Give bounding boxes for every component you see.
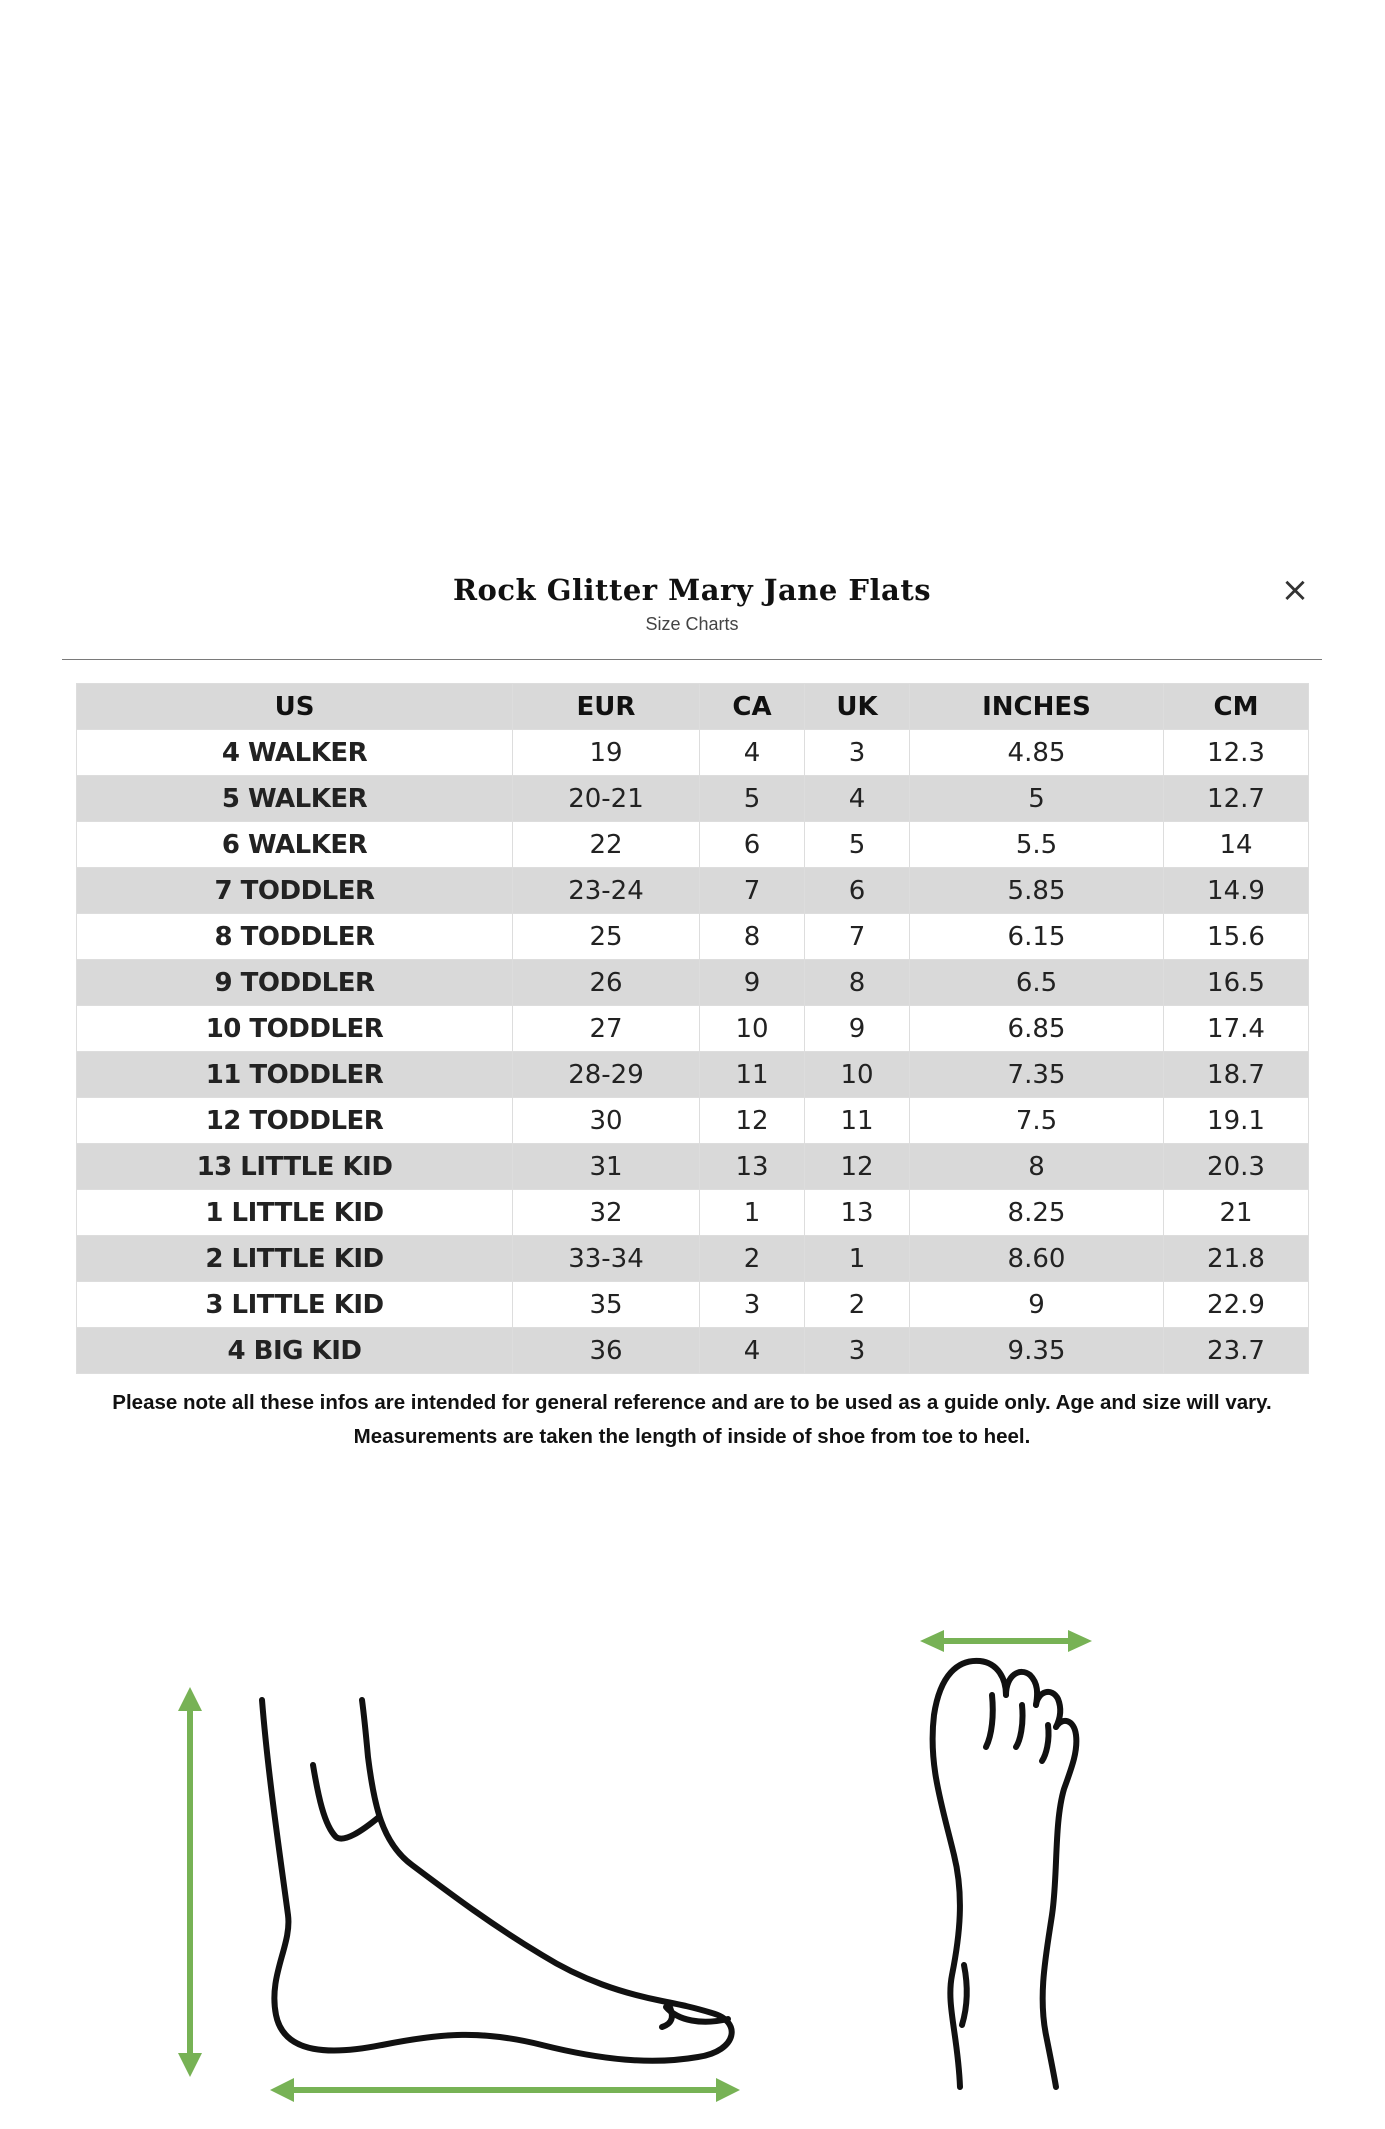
table-cell-us: 9 TODDLER <box>77 960 513 1006</box>
table-cell-us: 11 TODDLER <box>77 1052 513 1098</box>
table-cell-uk: 10 <box>805 1052 910 1098</box>
table-cell-eur: 32 <box>513 1190 700 1236</box>
table-cell-ca: 10 <box>700 1006 805 1052</box>
note-line: Measurements are taken the length of inside of shoe from toe to heel. <box>353 1425 1031 1448</box>
table-cell-eur: 25 <box>513 914 700 960</box>
table-cell-us: 5 WALKER <box>77 776 513 822</box>
table-cell-us: 3 LITTLE KID <box>77 1282 513 1328</box>
foot-measurement-illustrations <box>62 1575 1322 2129</box>
table-cell-uk: 4 <box>805 776 910 822</box>
table-cell-ca: 13 <box>700 1144 805 1190</box>
table-cell-cm: 17.4 <box>1164 1006 1309 1052</box>
table-cell-inches: 8.25 <box>910 1190 1164 1236</box>
table-cell-uk: 3 <box>805 730 910 776</box>
table-cell-ca: 11 <box>700 1052 805 1098</box>
table-body <box>77 730 1309 1374</box>
table-cell-uk: 7 <box>805 914 910 960</box>
table-row <box>77 776 1309 822</box>
modal-title: Rock Glitter Mary Jane Flats <box>452 573 932 607</box>
table-cell-eur: 31 <box>513 1144 700 1190</box>
size-chart <box>76 683 1308 1454</box>
column-header-ca: CA <box>700 684 805 730</box>
table-cell-inches: 5.85 <box>910 868 1164 914</box>
table-cell-uk: 1 <box>805 1236 910 1282</box>
table-row <box>77 1190 1309 1236</box>
table-cell-us: 2 LITTLE KID <box>77 1236 513 1282</box>
table-cell-us: 7 TODDLER <box>77 868 513 914</box>
table-cell-eur: 35 <box>513 1282 700 1328</box>
column-header-cm: CM <box>1164 684 1309 730</box>
table-cell-ca: 4 <box>700 1328 805 1374</box>
close-button[interactable] <box>1278 570 1312 610</box>
table-cell-uk: 3 <box>805 1328 910 1374</box>
table-cell-inches: 5 <box>910 776 1164 822</box>
table-row <box>77 1098 1309 1144</box>
table-cell-ca: 8 <box>700 914 805 960</box>
table-cell-uk: 9 <box>805 1006 910 1052</box>
table-cell-cm: 22.9 <box>1164 1282 1309 1328</box>
column-header-uk: UK <box>805 684 910 730</box>
table-cell-inches: 7.5 <box>910 1098 1164 1144</box>
table-cell-eur: 19 <box>513 730 700 776</box>
table-cell-inches: 6.85 <box>910 1006 1164 1052</box>
table-cell-cm: 12.3 <box>1164 730 1309 776</box>
modal-subtitle: Size Charts <box>645 614 739 634</box>
table-cell-eur: 26 <box>513 960 700 1006</box>
table-cell-us: 13 LITTLE KID <box>77 1144 513 1190</box>
table-cell-us: 12 TODDLER <box>77 1098 513 1144</box>
table-cell-us: 1 LITTLE KID <box>77 1190 513 1236</box>
table-cell-inches: 6.5 <box>910 960 1164 1006</box>
width-arrow-icon <box>920 1630 1092 1652</box>
table-cell-uk: 12 <box>805 1144 910 1190</box>
table-cell-cm: 21 <box>1164 1190 1309 1236</box>
table-cell-cm: 15.6 <box>1164 914 1309 960</box>
table-row <box>77 960 1309 1006</box>
size-notes <box>76 1386 1308 1454</box>
table-cell-ca: 12 <box>700 1098 805 1144</box>
table-cell-uk: 13 <box>805 1190 910 1236</box>
size-table <box>76 683 1309 1374</box>
table-cell-uk: 5 <box>805 822 910 868</box>
table-cell-ca: 7 <box>700 868 805 914</box>
foot-top-view-icon <box>933 1661 1077 2087</box>
table-cell-cm: 14 <box>1164 822 1309 868</box>
table-cell-inches: 4.85 <box>910 730 1164 776</box>
table-row <box>77 730 1309 776</box>
table-cell-eur: 23-24 <box>513 868 700 914</box>
table-row <box>77 868 1309 914</box>
table-cell-cm: 19.1 <box>1164 1098 1309 1144</box>
table-cell-inches: 7.35 <box>910 1052 1164 1098</box>
table-cell-us: 6 WALKER <box>77 822 513 868</box>
table-cell-eur: 20-21 <box>513 776 700 822</box>
table-cell-cm: 21.8 <box>1164 1236 1309 1282</box>
table-cell-ca: 6 <box>700 822 805 868</box>
table-cell-cm: 16.5 <box>1164 960 1309 1006</box>
table-row <box>77 1006 1309 1052</box>
table-row <box>77 1328 1309 1374</box>
table-cell-inches: 5.5 <box>910 822 1164 868</box>
table-row <box>77 1052 1309 1098</box>
table-cell-ca: 9 <box>700 960 805 1006</box>
table-cell-uk: 8 <box>805 960 910 1006</box>
table-cell-eur: 28-29 <box>513 1052 700 1098</box>
table-cell-inches: 9 <box>910 1282 1164 1328</box>
table-cell-ca: 4 <box>700 730 805 776</box>
table-cell-inches: 8.60 <box>910 1236 1164 1282</box>
column-header-eur: EUR <box>513 684 700 730</box>
height-arrow-icon <box>178 1687 202 2077</box>
table-cell-inches: 9.35 <box>910 1328 1164 1374</box>
table-row <box>77 1144 1309 1190</box>
table-cell-cm: 23.7 <box>1164 1328 1309 1374</box>
table-row <box>77 1282 1309 1328</box>
table-cell-eur: 36 <box>513 1328 700 1374</box>
table-cell-ca: 5 <box>700 776 805 822</box>
table-cell-eur: 22 <box>513 822 700 868</box>
table-cell-us: 8 TODDLER <box>77 914 513 960</box>
table-cell-ca: 2 <box>700 1236 805 1282</box>
table-cell-cm: 18.7 <box>1164 1052 1309 1098</box>
column-header-inches: INCHES <box>910 684 1164 730</box>
table-cell-us: 4 WALKER <box>77 730 513 776</box>
foot-side-view-icon <box>262 1700 732 2061</box>
table-row <box>77 1236 1309 1282</box>
table-cell-us: 10 TODDLER <box>77 1006 513 1052</box>
column-header-us: US <box>77 684 513 730</box>
table-cell-us: 4 BIG KID <box>77 1328 513 1374</box>
table-row <box>77 914 1309 960</box>
table-cell-uk: 11 <box>805 1098 910 1144</box>
length-arrow-icon <box>270 2078 740 2102</box>
table-cell-ca: 3 <box>700 1282 805 1328</box>
table-cell-uk: 6 <box>805 868 910 914</box>
close-icon: × <box>1280 570 1310 610</box>
table-cell-cm: 12.7 <box>1164 776 1309 822</box>
table-cell-eur: 30 <box>513 1098 700 1144</box>
modal-header <box>62 545 1322 660</box>
table-cell-cm: 14.9 <box>1164 868 1309 914</box>
table-cell-eur: 27 <box>513 1006 700 1052</box>
table-cell-ca: 1 <box>700 1190 805 1236</box>
note-line: Please note all these infos are intended for general reference and are to be used as a guide only. Age and size will vary. <box>112 1391 1272 1414</box>
table-cell-uk: 2 <box>805 1282 910 1328</box>
table-cell-inches: 8 <box>910 1144 1164 1190</box>
table-header-row <box>77 684 1309 730</box>
size-chart-modal <box>62 545 1322 2129</box>
table-cell-cm: 20.3 <box>1164 1144 1309 1190</box>
table-cell-eur: 33-34 <box>513 1236 700 1282</box>
foot-illustration-canvas <box>62 1575 1322 2129</box>
table-cell-inches: 6.15 <box>910 914 1164 960</box>
table-row <box>77 822 1309 868</box>
